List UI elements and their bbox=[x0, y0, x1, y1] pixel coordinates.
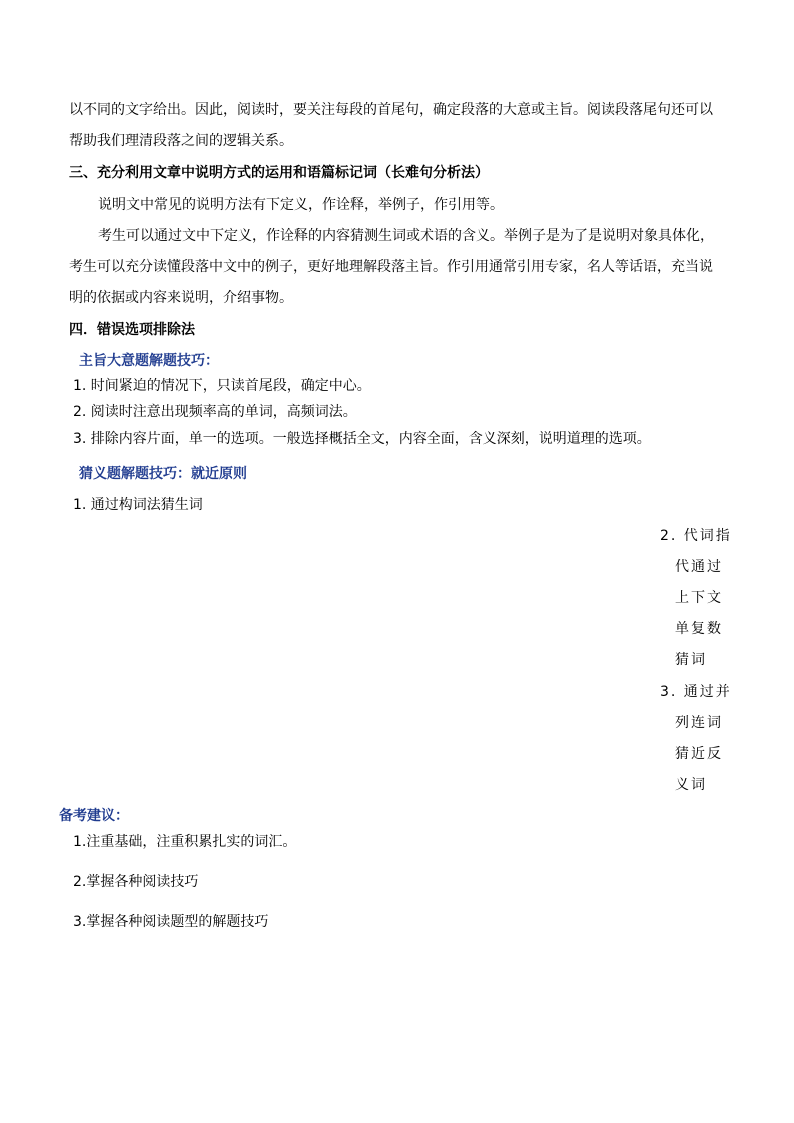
suggestions-title: 备考建议： bbox=[59, 808, 129, 824]
main-idea-title: 主旨大意题解题技巧： bbox=[79, 353, 219, 369]
list-item: 3.掌握各种阅读题型的解题技巧 bbox=[73, 914, 269, 930]
guess-meaning-title: 猜义题解题技巧：就近原则 bbox=[79, 466, 247, 482]
paragraph-line: 说明文中常见的说明方法有下定义，作诠释，举例子，作引用等。 bbox=[98, 197, 504, 213]
list-item: 2.掌握各种阅读技巧 bbox=[73, 874, 199, 890]
paragraph-line: 帮助我们理清段落之间的逻辑关系。 bbox=[69, 133, 293, 149]
list-item: 1. 通过构词法猜生词 bbox=[73, 497, 203, 513]
list-item-line: 猜词 bbox=[675, 652, 707, 668]
section-3-title: 三、充分利用文章中说明方式的运用和语篇标记词（长难句分析法） bbox=[69, 165, 489, 181]
list-item-line: 列连词 bbox=[675, 715, 723, 731]
list-item-line: 上下文 bbox=[675, 590, 723, 606]
paragraph-line: 以不同的文字给出。因此，阅读时，要关注每段的首尾句，确定段落的大意或主旨。阅读段落尾句还可以 bbox=[69, 102, 713, 118]
list-item: 1.注重基础，注重积累扎实的词汇。 bbox=[73, 834, 297, 850]
paragraph-line: 考生可以通过文中下定义，作诠释的内容猜测生词或术语的含义。举例子是为了是说明对象具体化， bbox=[98, 228, 714, 244]
paragraph-line: 考生可以充分读懂段落中文中的例子，更好地理解段落主旨。作引用通常引用专家，名人等话语，充当说 bbox=[69, 259, 713, 275]
list-item-line: 猜近反 bbox=[675, 746, 723, 762]
paragraph-line: 明的依据或内容来说明，介绍事物。 bbox=[69, 290, 293, 306]
list-item-line: 代通过 bbox=[675, 559, 723, 575]
section-4-title: 四．错误选项排除法 bbox=[69, 322, 195, 338]
list-item: 3. 排除内容片面，单一的选项。一般选择概括全文，内容全面，含义深刻，说明道理的选项。 bbox=[73, 431, 651, 447]
list-item-line: 义词 bbox=[675, 777, 707, 793]
list-item: 2. 阅读时注意出现频率高的单词，高频词法。 bbox=[73, 404, 357, 420]
list-item-line: 单复数 bbox=[675, 621, 723, 637]
list-item-line: 2. 代词指 bbox=[660, 528, 732, 544]
list-item-line: 3. 通过并 bbox=[660, 684, 732, 700]
list-item: 1. 时间紧迫的情况下，只读首尾段，确定中心。 bbox=[73, 378, 371, 394]
